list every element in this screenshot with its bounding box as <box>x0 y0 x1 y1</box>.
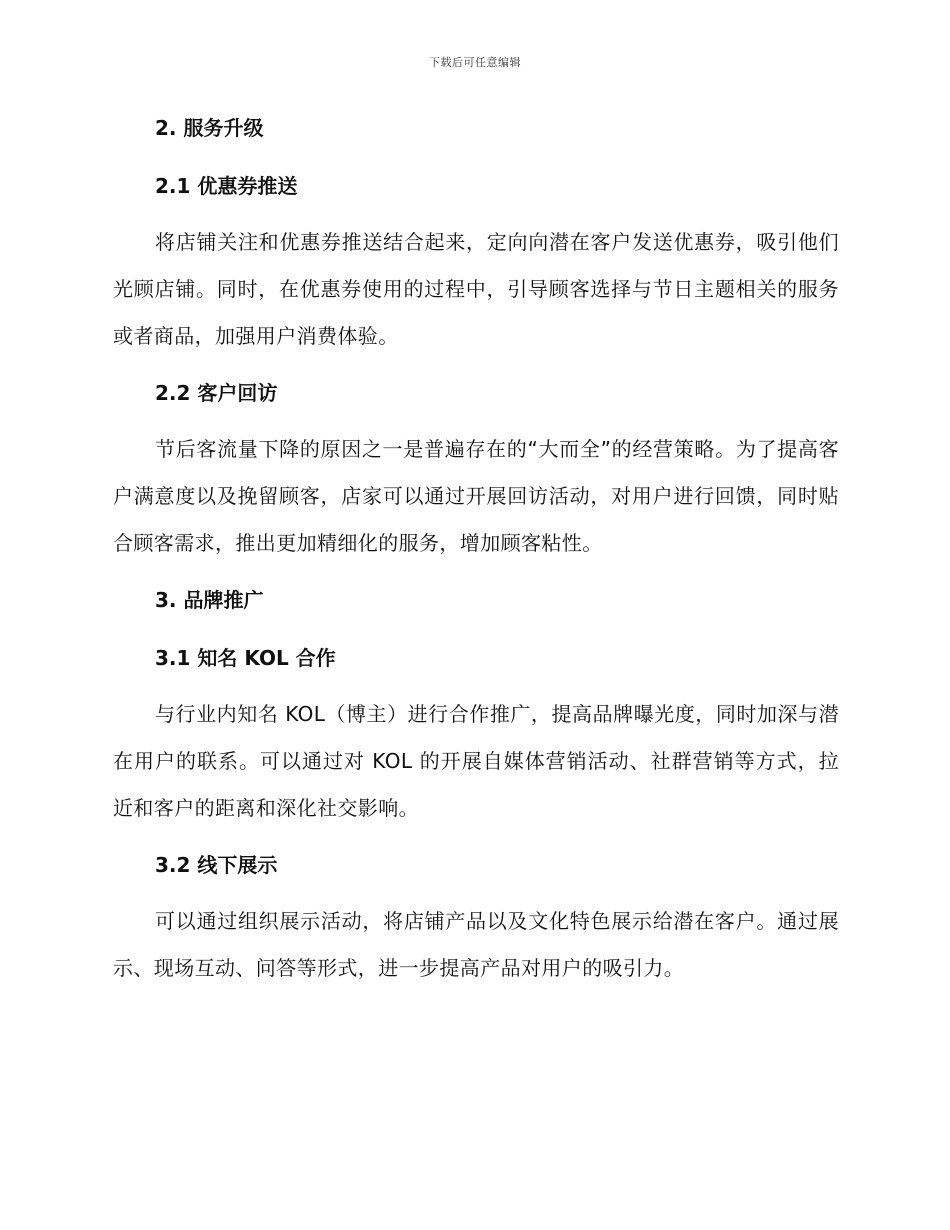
section-heading-service-upgrade: 2. 服务升级 <box>155 116 264 140</box>
document-body <box>113 108 839 1005</box>
paragraph-offline-display: 可以通过组织展示活动，将店铺产品以及文化特色展示给潜在客户。通过展示、现场互动、问答等形式，进一步提高产品对用户的吸引力。 <box>113 909 839 980</box>
page-header-note: 下载后可任意编辑 <box>429 56 521 69</box>
paragraph-coupon-push: 将店铺关注和优惠券推送结合起来，定向向潜在客户发送优惠券，吸引他们光顾店铺。同时，在优惠券使用的过程中，引导顾客选择与节日主题相关的服务或者商品，加强用户消费体验。 <box>113 230 839 348</box>
subsection-heading-offline-display: 3.2 线下展示 <box>155 853 278 877</box>
subsection-heading-coupon-push: 2.1 优惠券推送 <box>155 174 298 198</box>
section-heading-brand-promotion: 3. 品牌推广 <box>155 588 264 612</box>
subsection-heading-customer-revisit: 2.2 客户回访 <box>155 381 278 405</box>
paragraph-customer-revisit: 节后客流量下降的原因之一是普遍存在的“大而全”的经营策略。为了提高客户满意度以及挽留顾客，店家可以通过开展回访活动，对用户进行回馈，同时贴合顾客需求，推出更加精细化的服务，增加顾客粘性。 <box>113 437 839 555</box>
paragraph-kol-cooperation: 与行业内知名 KOL（博主）进行合作推广，提高品牌曝光度，同时加深与潜在用户的联系。可以通过对 KOL 的开展自媒体营销活动、社群营销等方式，拉近和客户的距离和深化社交影响。 <box>113 702 839 820</box>
subsection-heading-kol-cooperation: 3.1 知名 KOL 合作 <box>155 646 336 670</box>
